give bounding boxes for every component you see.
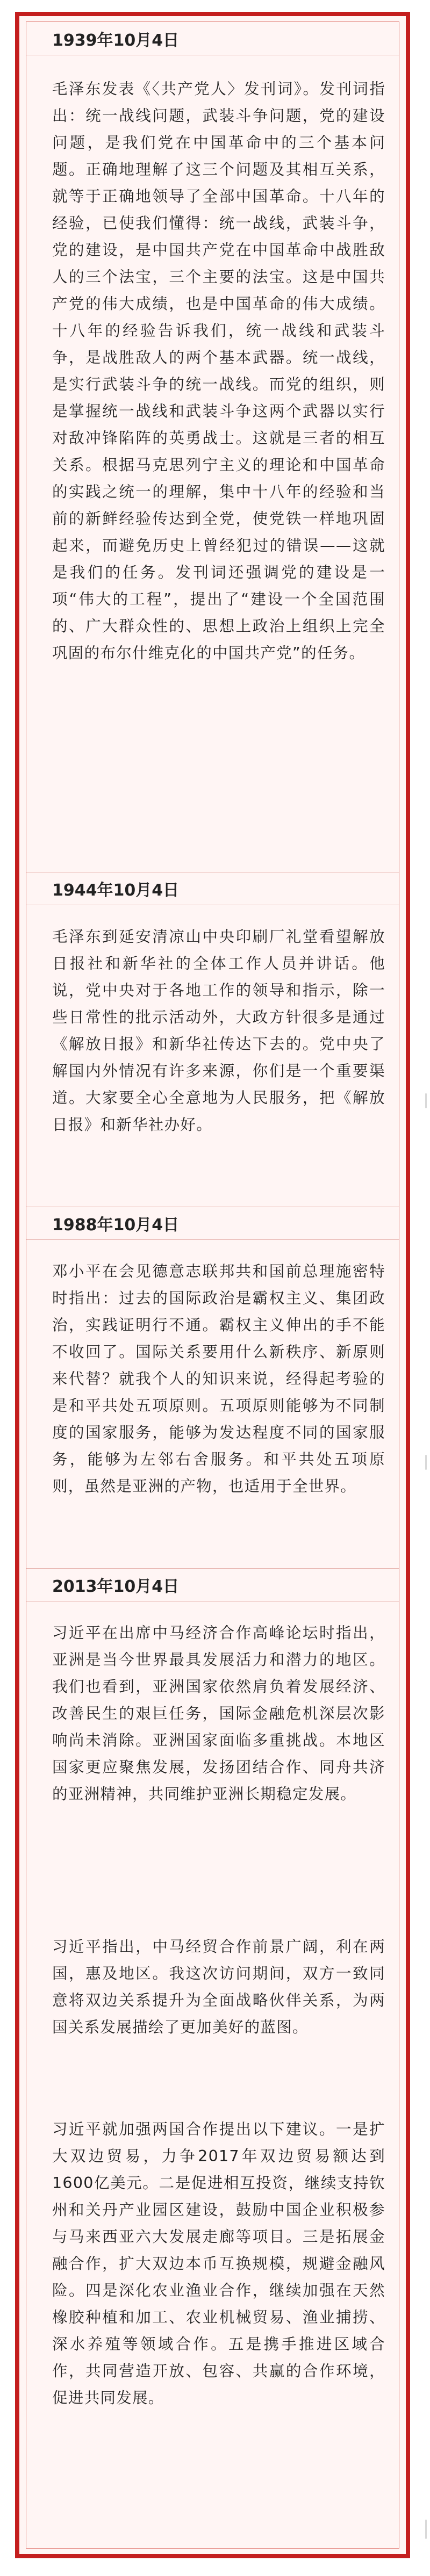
entry-paragraph: 习近平在出席中马经济合作高峰论坛时指出，亚洲是当今世界最具发展活力和潜力的地区。我们也看到，亚洲国家依然肩负着发展经济、改善民生的艰巨任务，国际金融危机深层次影响尚未消除。亚洲国家面临多重挑战。本地区国家更应聚焦发展，发扬团结合作、同舟共济的亚洲精神，共同维护亚洲长期稳定发展。 <box>52 1624 385 1803</box>
entry-paragraph: 毛泽东发表《〈共产党人〉发刊词》。发刊词指出：统一战线问题，武装斗争问题，党的建设问题，是我们党在中国革命中的三个基本问题。正确地理解了这三个问题及其相互关系，就等于正确地领导了全部中国革命。十八年的经验，已使我们懂得：统一战线，武装斗争，党的建设，是中国共产党在中国革命中战胜敌人的三个法宝，三个主要的法宝。这是中国共产党的伟大成绩，也是中国革命的伟大成绩。十八年的经验告诉我们，统一战线和武装斗争，是战胜敌人的两个基本武器。统一战线，是实行武装斗争的统一战线。而党的组织，则是掌握统一战线和武装斗争这两个武器以实行对敌冲锋陷阵的英勇战士。这就是三者的相互关系。根据马克思列宁主义的理论和中国革命的实践之统一的理解，集中十八年的经验和当前的新鲜经验传达到全党，使党铁一样地巩固起来，而避免历史上曾经犯过的错误——这就是我们的任务。发刊词还强调党的建设是一项“伟大的工程”，提出了“建设一个全国范围的、广大群众性的、思想上政治上组织上完全巩固的布尔什维克化的中国共产党”的任务。 <box>52 80 385 662</box>
scroll-edge-mark <box>425 2520 427 2539</box>
scroll-edge-mark <box>425 1093 427 1108</box>
entry-1944 <box>26 872 399 1194</box>
entry-date: 1944年10月4日 <box>26 872 399 905</box>
entry-date: 1939年10月4日 <box>26 22 399 55</box>
entry-paragraph: 邓小平在会见德意志联邦共和国前总理施密特时指出：过去的国际政治是霸权主义、集团政治，实践证明行不通。霸权主义伸出的手不能不收回了。国际关系要用什么新秩序、新原则来代替？就我个人的知识来说，经得起考验的是和平共处五项原则。五项原则能够为不同制度的国家服务，能够为发达程度不同的国家服务，能够为左邻右舍服务。和平共处五项原则，虽然是亚洲的产物，也适用于全世界。 <box>52 1262 385 1495</box>
entry-date: 2013年10月4日 <box>26 1568 399 1601</box>
entry-date: 1988年10月4日 <box>26 1207 399 1240</box>
entry-1988 <box>26 1207 399 1550</box>
document-inner-border <box>26 21 399 2549</box>
entry-1939 <box>26 22 399 860</box>
document-frame <box>15 12 410 2558</box>
entry-paragraph: 习近平就加强两国合作提出以下建议。一是扩大双边贸易，力争2017年双边贸易额达到1600亿美元。二是促进相互投资，继续支持钦州和关丹产业园区建设，鼓励中国企业积极参与马来西亚六大发展走廊等项目。三是拓展金融合作，扩大双边本币互换规模，规避金融风险。四是深化农业渔业合作，继续加强在天然橡胶种植和加工、农业机械贸易、渔业捕捞、深水养殖等领域合作。五是携手推进区域合作，共同营造开放、包容、共赢的合作环境，促进共同发展。 <box>52 2120 385 2407</box>
scroll-edge-mark <box>425 1455 427 1470</box>
entry-paragraph: 毛泽东到延安清凉山中央印刷厂礼堂看望解放日报社和新华社的全体工作人员并讲话。他说，党中央对于各地工作的领导和指示，除一些日常性的批示活动外，大政方针很多是通过《解放日报》和新华社传达下去的。党中央了解国内外情况有许多来源，你们是一个重要渠道。大家要全心全意地为人民服务，把《解放日报》和新华社办好。 <box>52 928 385 1134</box>
entry-paragraph: 习近平指出，中马经贸合作前景广阔，利在两国，惠及地区。我这次访问期间，双方一致同意将双边关系提升为全面战略伙伴关系，为两国关系发展描绘了更加美好的蓝图。 <box>52 1938 385 2036</box>
entry-2013 <box>26 1568 399 2546</box>
